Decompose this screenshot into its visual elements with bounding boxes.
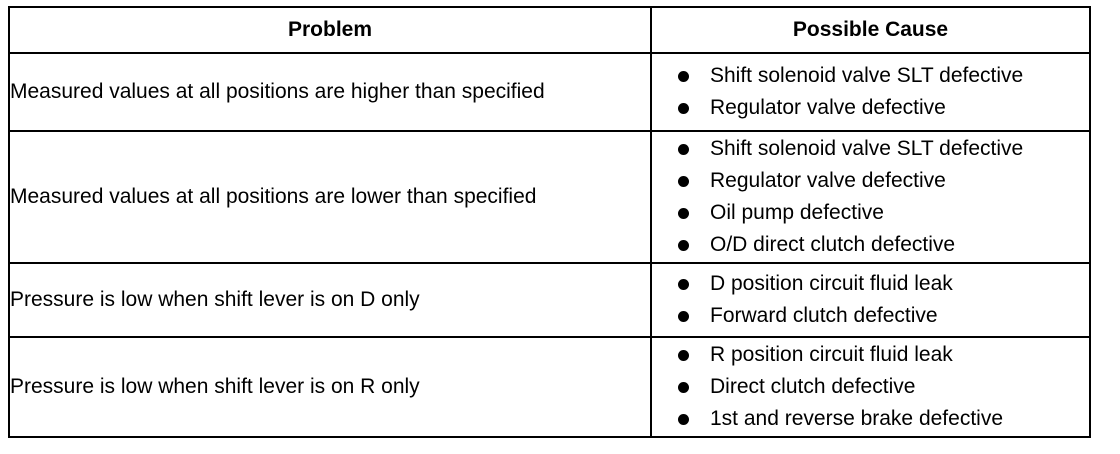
list-item bbox=[678, 339, 1089, 371]
problem-column-header: Problem bbox=[9, 7, 651, 53]
cause-text: 1st and reverse brake defective bbox=[710, 407, 1003, 430]
bullet-icon bbox=[678, 103, 689, 114]
cause-text: Direct clutch defective bbox=[710, 375, 916, 398]
problem-cell: Measured values at all positions are higher than specified bbox=[9, 53, 651, 131]
cause-text: Shift solenoid valve SLT defective bbox=[710, 64, 1024, 87]
bullet-icon bbox=[678, 311, 689, 322]
cause-list bbox=[652, 133, 1089, 261]
cause-text: Regulator valve defective bbox=[710, 96, 946, 119]
list-item bbox=[678, 268, 1089, 300]
list-item bbox=[678, 60, 1089, 92]
table-row bbox=[9, 263, 1090, 337]
bullet-icon bbox=[678, 176, 689, 187]
problem-cell: Measured values at all positions are lower than specified bbox=[9, 131, 651, 263]
possible-cause-cell bbox=[651, 131, 1090, 263]
bullet-icon bbox=[678, 240, 689, 251]
list-item bbox=[678, 197, 1089, 229]
possible-cause-column-header: Possible Cause bbox=[651, 7, 1090, 53]
cause-text: Forward clutch defective bbox=[710, 304, 938, 327]
bullet-icon bbox=[678, 71, 689, 82]
cause-list bbox=[652, 268, 1089, 332]
bullet-icon bbox=[678, 414, 689, 425]
diagnosis-table bbox=[8, 6, 1091, 438]
header-row bbox=[9, 7, 1090, 53]
bullet-icon bbox=[678, 382, 689, 393]
possible-cause-cell bbox=[651, 337, 1090, 437]
list-item bbox=[678, 165, 1089, 197]
table-row bbox=[9, 53, 1090, 131]
possible-cause-cell bbox=[651, 53, 1090, 131]
bullet-icon bbox=[678, 208, 689, 219]
list-item bbox=[678, 403, 1089, 435]
cause-list bbox=[652, 60, 1089, 124]
list-item bbox=[678, 300, 1089, 332]
bullet-icon bbox=[678, 350, 689, 361]
cause-text: O/D direct clutch defective bbox=[710, 233, 956, 256]
table-row bbox=[9, 131, 1090, 263]
list-item bbox=[678, 133, 1089, 165]
list-item bbox=[678, 371, 1089, 403]
bullet-icon bbox=[678, 279, 689, 290]
problem-cell: Pressure is low when shift lever is on D only bbox=[9, 263, 651, 337]
list-item bbox=[678, 229, 1089, 261]
possible-cause-cell bbox=[651, 263, 1090, 337]
cause-text: D position circuit fluid leak bbox=[710, 272, 953, 295]
problem-cell: Pressure is low when shift lever is on R only bbox=[9, 337, 651, 437]
cause-text: R position circuit fluid leak bbox=[710, 343, 953, 366]
cause-text: Regulator valve defective bbox=[710, 169, 946, 192]
cause-text: Oil pump defective bbox=[710, 201, 884, 224]
cause-list bbox=[652, 339, 1089, 435]
bullet-icon bbox=[678, 144, 689, 155]
table-row bbox=[9, 337, 1090, 437]
list-item bbox=[678, 92, 1089, 124]
cause-text: Shift solenoid valve SLT defective bbox=[710, 137, 1024, 160]
